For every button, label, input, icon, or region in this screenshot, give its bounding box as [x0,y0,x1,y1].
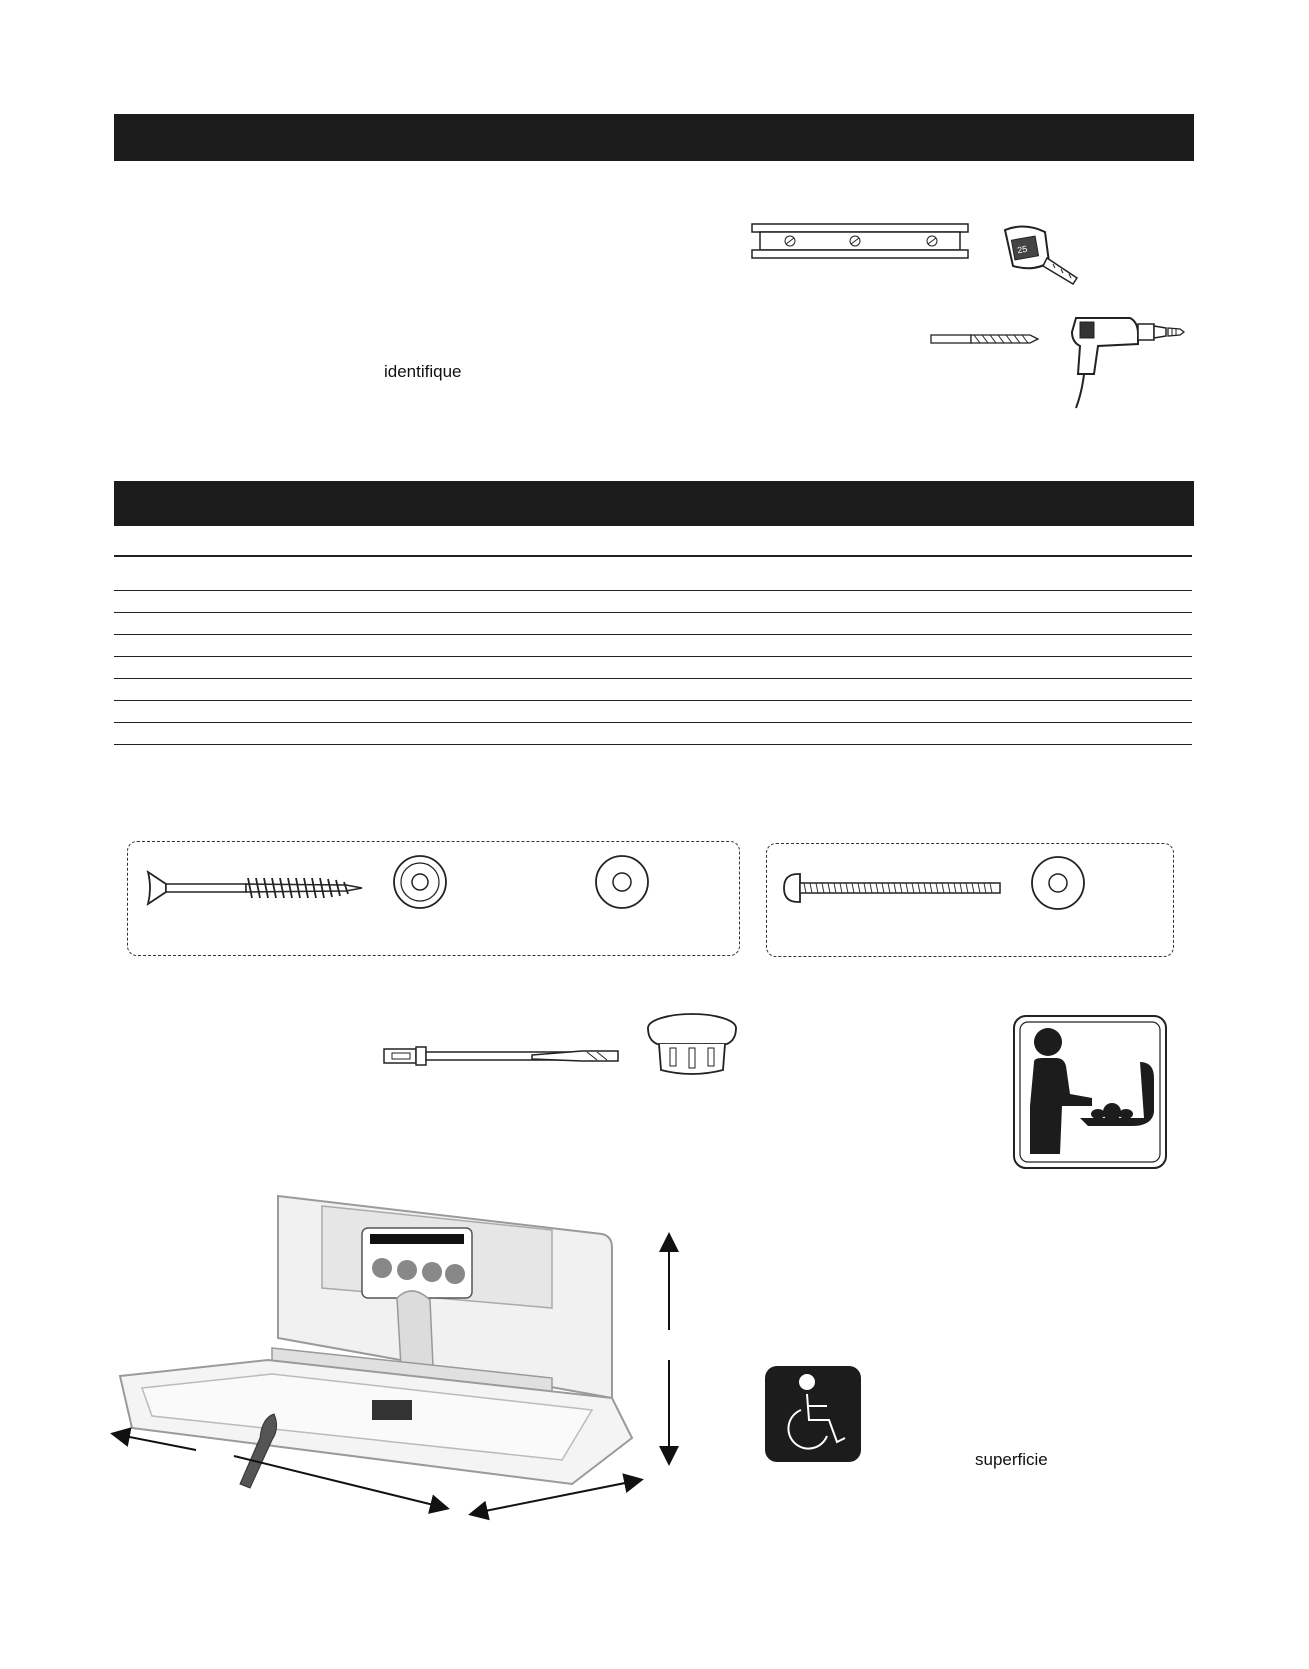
table-rule [114,634,1192,635]
hole-plug-cap-icon [645,1012,739,1078]
table-rule [114,722,1192,723]
wheelchair-accessible-icon [765,1366,861,1462]
table-rule [114,678,1192,679]
drill-bit-icon [930,332,1040,346]
flat-washer-icon [594,854,650,910]
table-rule [114,555,1192,557]
table-rule [114,700,1192,701]
table-rule [114,590,1192,591]
svg-text:25: 25 [1016,243,1029,256]
table-rule [114,744,1192,745]
table-rule [114,612,1192,613]
baby-changing-sign-icon [1012,1014,1168,1170]
flat-washer-icon [1030,855,1086,911]
tape-measure-icon [995,222,1085,292]
anchor-icon [382,1043,622,1069]
countersunk-washer-icon [392,854,448,910]
superficie-text: superficie [975,1450,1048,1469]
level-icon [750,222,970,262]
dimension-arrows [110,1230,680,1530]
power-drill-icon [1068,312,1186,412]
wood-screw-icon [146,868,366,908]
machine-bolt-icon [784,872,1006,904]
section-header-band-1 [114,114,1194,161]
table-rule [114,656,1192,657]
section-header-band-2 [114,481,1194,526]
identifique-text: identifique [384,362,462,381]
